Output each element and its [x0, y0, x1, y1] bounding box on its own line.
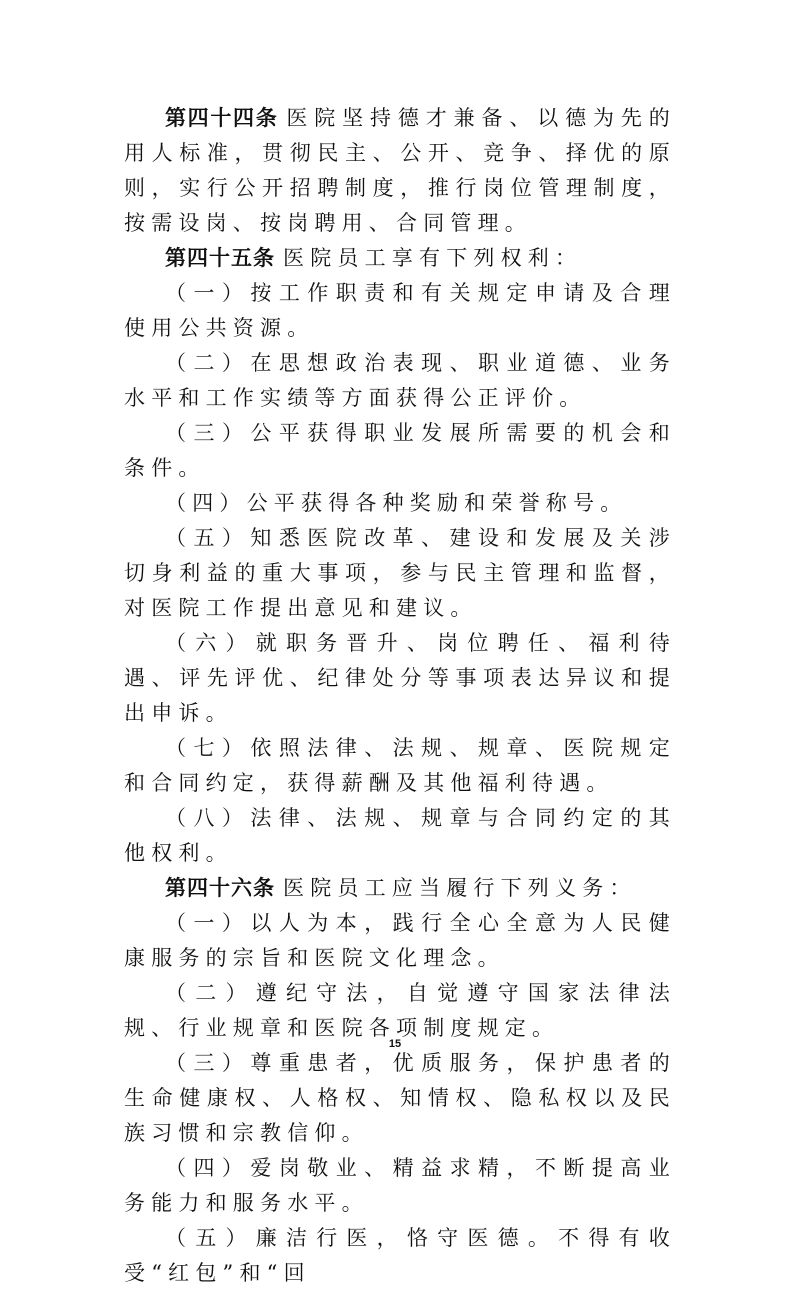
item-text: （六）就职务晋升、岗位聘任、福利待遇、评先评优、纪律处分等事项表达异议和提出申诉。 — [124, 631, 676, 725]
item-text: （五）廉洁行医，恪守医德。不得有收受“红包”和“回 — [124, 1226, 676, 1285]
duty-item-2 — [124, 976, 676, 1046]
item-text: （三）尊重患者，优质服务，保护患者的生命健康权、人格权、知情权、隐私权以及民族习惯和宗教信仰。 — [124, 1051, 676, 1145]
duty-item-4 — [124, 1151, 676, 1221]
article-heading: 第四十五条 — [165, 246, 275, 270]
article-body: 医院坚持德才兼备、以德为先的用人标准，贯彻民主、公开、竞争、择优的原则，实行公开招聘制度，推行岗位管理制度，按需设岗、按岗聘用、合同管理。 — [124, 106, 676, 235]
document-page — [124, 101, 676, 1291]
item-text: （七）依照法律、法规、规章、医院规定和合同约定，获得薪酬及其他福利待遇。 — [124, 736, 676, 795]
duty-item-5 — [124, 1221, 676, 1291]
right-item-8 — [124, 801, 676, 871]
right-item-1 — [124, 276, 676, 346]
right-item-2 — [124, 346, 676, 416]
article-body: 医院员工享有下列权利： — [283, 246, 583, 270]
item-text: （一）按工作职责和有关规定申请及合理使用公共资源。 — [124, 281, 676, 340]
article-44 — [124, 101, 676, 241]
article-body: 医院员工应当履行下列义务： — [283, 876, 637, 900]
right-item-5 — [124, 521, 676, 626]
page-number: 15 — [388, 1038, 402, 1050]
right-item-6 — [124, 626, 676, 731]
item-text: （二）在思想政治表现、职业道德、业务水平和工作实绩等方面获得公正评价。 — [124, 351, 676, 410]
item-text: （三）公平获得职业发展所需要的机会和条件。 — [124, 421, 676, 480]
item-text: （一）以人为本，践行全心全意为人民健康服务的宗旨和医院文化理念。 — [124, 911, 676, 970]
right-item-3 — [124, 416, 676, 486]
item-text: （八）法律、法规、规章与合同约定的其他权利。 — [124, 806, 676, 865]
article-45 — [124, 241, 676, 276]
article-heading: 第四十六条 — [165, 876, 275, 900]
item-text: （四）公平获得各种奖励和荣誉称号。 — [165, 491, 628, 515]
duty-item-3 — [124, 1046, 676, 1151]
article-46 — [124, 871, 676, 906]
item-text: （四）爱岗敬业、精益求精，不断提高业务能力和服务水平。 — [124, 1156, 676, 1215]
right-item-7 — [124, 731, 676, 801]
item-text: （二）遵纪守法，自觉遵守国家法律法规、行业规章和医院各项制度规定。 — [124, 981, 676, 1040]
article-heading: 第四十四条 — [165, 106, 279, 130]
item-text: （五）知悉医院改革、建设和发展及关涉切身利益的重大事项，参与民主管理和监督，对医院工作提出意见和建议。 — [124, 526, 676, 620]
duty-item-1 — [124, 906, 676, 976]
right-item-4 — [124, 486, 676, 521]
